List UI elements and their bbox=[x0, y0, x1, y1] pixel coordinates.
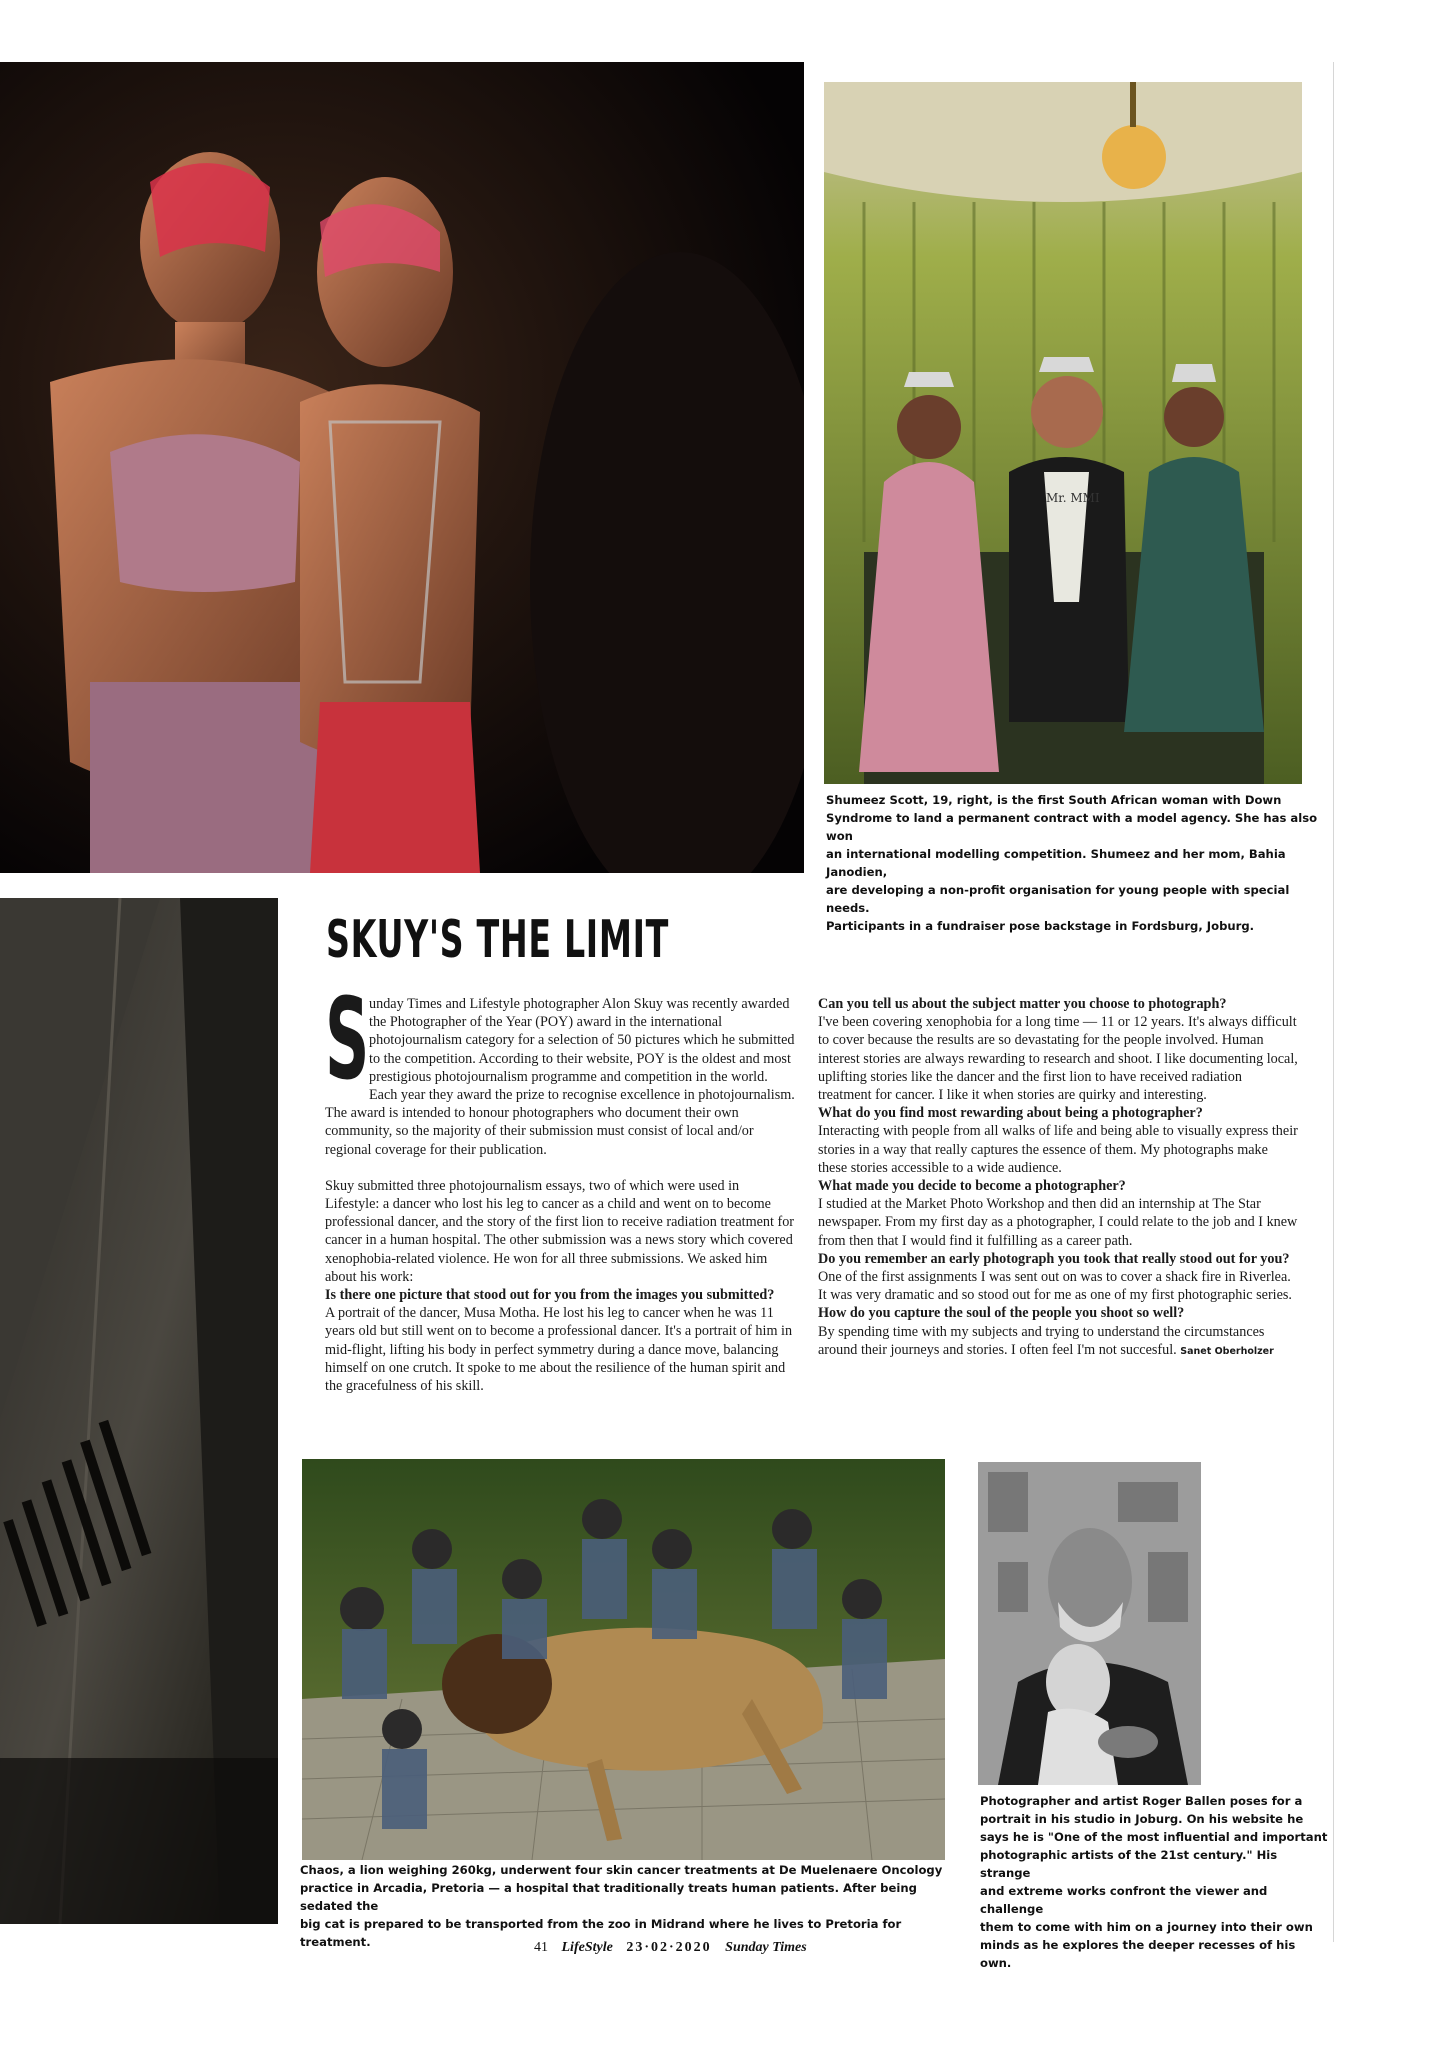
interview-question: Do you remember an early photograph you took that really stood out for you? bbox=[818, 1250, 1290, 1267]
interview-answer: I've been covering xenophobia for a long time — 11 or 12 years. It's always difficult to cover because the results are so devastating for the people involved. Human interest stories are always rewarding to research and shoot. I like documenting local, uplifting stories like the dancer and the first lion to have received radiation treatment for cancer. I like it when stories are quirky and interesting. bbox=[818, 1014, 1298, 1104]
drop-cap: S bbox=[325, 975, 370, 1105]
interview-answer: I studied at the Market Photo Workshop and then did an internship at The Star newspaper. From my first day as a photographer, I could relate to the job and I knew from then that I would find it fulfilling as a career path. bbox=[818, 1196, 1298, 1249]
lion-caption: Chaos, a lion weighing 260kg, underwent four skin cancer treatments at De Muelenaere Oncology practice in Arcadia, Pretoria — a hospital that traditionally treats human patients. After being sedated the big cat is prepared to be transported from the zoo in Midrand where he lives to Pretoria for treatment. bbox=[300, 1863, 943, 1949]
interview-question: What made you decide to become a photographer? bbox=[818, 1178, 1126, 1195]
lion-treatment-photo bbox=[302, 1459, 945, 1860]
pageant-caption: Shumeez Scott, 19, right, is the first South African woman with Down Syndrome to land a permanent contract with a model agency. She has also won an international modelling competition. Shumeez and her mom, Bahia Janodien, are developing a non-profit organisation for young people with special needs. Participants in a fundraiser pose backstage in Fordsburg, Joburg. bbox=[826, 793, 1318, 933]
fashion-models-photo bbox=[0, 62, 804, 873]
interview-answer: By spending time with my subjects and trying to understand the circumstances around their journeys and stories. I often feel I'm not succesful. bbox=[818, 1323, 1265, 1358]
interview-answer: Interacting with people from all walks of life and being able to visually express their stories in a way that really captures the essence of them. My photographs make these stories accessible to a wide audience. bbox=[818, 1123, 1298, 1176]
interview-question: Can you tell us about the subject matter you choose to photograph? bbox=[818, 996, 1227, 1012]
article-column-left bbox=[325, 975, 795, 1395]
byline: Sanet Oberholzer bbox=[1180, 1345, 1274, 1357]
intro-paragraph: unday Times and Lifestyle photographer Alon Skuy was recently awarded the Photographer of the Year (POY) award in the international photojournalism category for a selection of 50 pictures which he submitted to the competition. According to their website, POY is the oldest and most prestigious photojournalism programme and competition in the world. Each year they award the prize to recognise excellence in photojournalism. The award is intended to honour photographers who document their own community, so the majority of their submission must consist of local and/or regional coverage for their publication. bbox=[325, 996, 795, 1158]
section-name: LifeStyle bbox=[561, 1940, 613, 1955]
wall-architecture-photo bbox=[0, 898, 278, 1924]
page-footer bbox=[534, 1940, 817, 1962]
portrait-photo bbox=[978, 1462, 1201, 1785]
portrait-caption: Photographer and artist Roger Ballen poses for a portrait in his studio in Joburg. On his website he says he is "One of the most influential and important photographic artists of the 21st century." His strange and extreme works confront the viewer and challenge them to come with him on a journey into their own minds as he explores the deeper recesses of his own. bbox=[980, 1794, 1328, 1970]
interview-question: How do you capture the soul of the people you shoot so well? bbox=[818, 1305, 1185, 1322]
publication-name: Sunday Times bbox=[725, 1940, 807, 1955]
pageant-photo bbox=[824, 82, 1302, 784]
page-title: SKUY'S THE LIMIT bbox=[326, 910, 669, 970]
interview-question: What do you find most rewarding about being a photographer? bbox=[818, 1105, 1203, 1122]
column-rule bbox=[1333, 62, 1334, 1942]
interview-question: Is there one picture that stood out for you from the images you submitted? bbox=[325, 1287, 775, 1304]
interview-answer: One of the first assignments I was sent out on was to cover a shack fire in Riverlea. It was very dramatic and so stood out for me as one of my first photographic series. bbox=[818, 1269, 1292, 1304]
svg-text:Mr. MMI: Mr. MMI bbox=[1046, 491, 1100, 505]
interview-answer: A portrait of the dancer, Musa Motha. He lost his leg to cancer when he was 11 years old but still went on to become a professional dancer. It's a portrait of him in mid-flight, lifting his body in perfect symmetry during a dance move, balancing himself on one crutch. It spoke to me about the resilience of the human spirit and the gracefulness of his skill. bbox=[325, 1305, 793, 1395]
issue-date: 23·02·2020 bbox=[626, 1940, 712, 1955]
paragraph: Skuy submitted three photojournalism essays, two of which were used in Lifestyle: a dancer who lost his leg to cancer as a child and went on to become professional dancer, and the story of the first lion to receive radiation treatment for cancer in a human hospital. The other submission was a news story which covered xenophobia-related violence. He won for all three submissions. We asked him about his work: bbox=[325, 1177, 795, 1285]
article-column-right bbox=[818, 995, 1298, 1361]
page-number: 41 bbox=[534, 1940, 548, 1955]
